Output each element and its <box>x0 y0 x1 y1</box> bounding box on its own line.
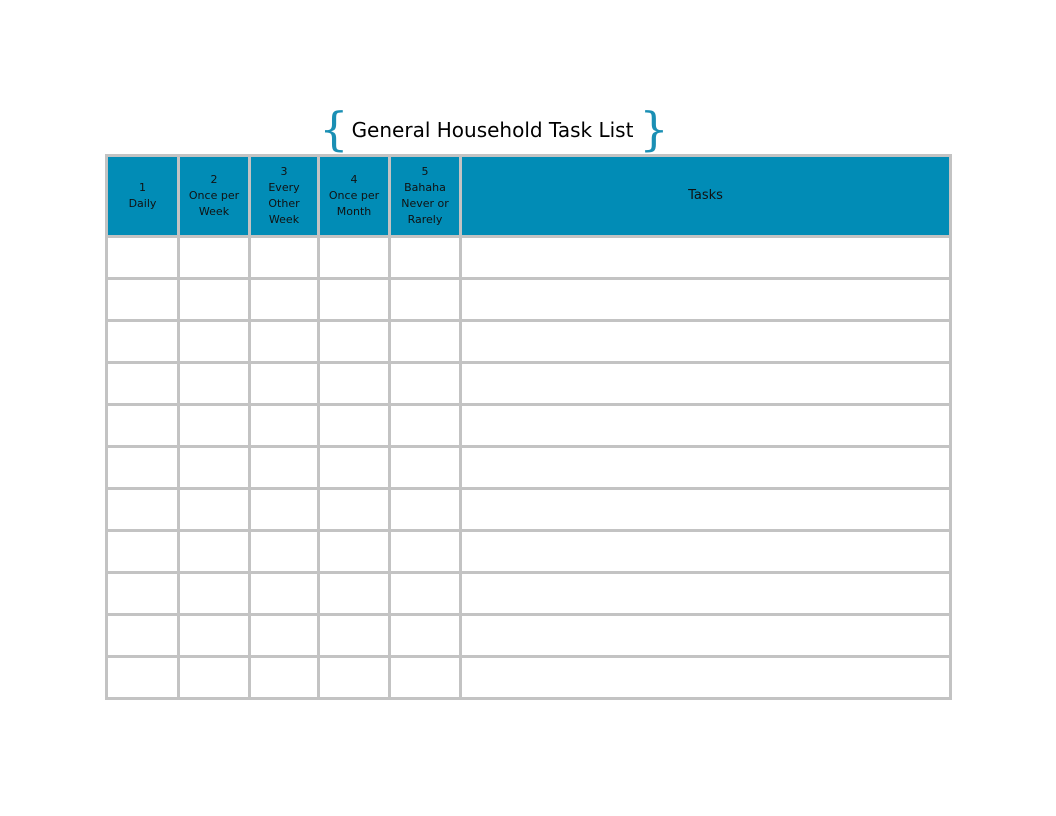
biweekly-cell[interactable] <box>250 489 319 531</box>
header-label: Daily <box>128 197 157 210</box>
biweekly-cell[interactable] <box>250 531 319 573</box>
header-label: Once per Week <box>188 189 240 218</box>
header-number: 2 <box>210 173 218 186</box>
monthly-cell[interactable] <box>319 573 390 615</box>
header-number: 3 <box>280 165 288 178</box>
weekly-cell[interactable] <box>179 321 250 363</box>
daily-cell[interactable] <box>107 573 179 615</box>
header-label: Every Other Week <box>268 181 300 226</box>
daily-cell[interactable] <box>107 321 179 363</box>
task-cell[interactable] <box>461 615 951 657</box>
rarely-cell[interactable] <box>390 237 461 279</box>
table-row <box>107 405 951 447</box>
monthly-cell[interactable] <box>319 657 390 699</box>
biweekly-cell[interactable] <box>250 615 319 657</box>
daily-cell[interactable] <box>107 279 179 321</box>
monthly-cell[interactable] <box>319 405 390 447</box>
task-cell[interactable] <box>461 363 951 405</box>
header-once-per-week <box>179 156 250 237</box>
task-cell[interactable] <box>461 489 951 531</box>
table-row <box>107 657 951 699</box>
rarely-cell[interactable] <box>390 447 461 489</box>
monthly-cell[interactable] <box>319 279 390 321</box>
header-number: 1 <box>139 181 146 194</box>
biweekly-cell[interactable] <box>250 237 319 279</box>
header-daily <box>107 156 179 237</box>
table-row <box>107 447 951 489</box>
header-tasks <box>461 156 951 237</box>
task-cell[interactable] <box>461 573 951 615</box>
title-area <box>0 104 1022 154</box>
table-row <box>107 489 951 531</box>
header-label: Once per Month <box>328 189 380 218</box>
task-cell[interactable] <box>461 405 951 447</box>
biweekly-cell[interactable] <box>250 363 319 405</box>
rarely-cell[interactable] <box>390 279 461 321</box>
daily-cell[interactable] <box>107 657 179 699</box>
table-row <box>107 363 951 405</box>
daily-cell[interactable] <box>107 237 179 279</box>
biweekly-cell[interactable] <box>250 573 319 615</box>
rarely-cell[interactable] <box>390 615 461 657</box>
table-row <box>107 237 951 279</box>
task-cell[interactable] <box>461 321 951 363</box>
weekly-cell[interactable] <box>179 531 250 573</box>
header-number: 5 <box>421 165 429 178</box>
biweekly-cell[interactable] <box>250 405 319 447</box>
daily-cell[interactable] <box>107 615 179 657</box>
daily-cell[interactable] <box>107 489 179 531</box>
header-once-per-month <box>319 156 390 237</box>
daily-cell[interactable] <box>107 531 179 573</box>
header-label: Bahaha Never or Rarely <box>401 181 449 226</box>
daily-cell[interactable] <box>107 447 179 489</box>
right-brace-decoration: } <box>639 102 669 156</box>
table-row <box>107 531 951 573</box>
table-row <box>107 279 951 321</box>
weekly-cell[interactable] <box>179 573 250 615</box>
task-cell[interactable] <box>461 447 951 489</box>
rarely-cell[interactable] <box>390 657 461 699</box>
task-cell[interactable] <box>461 657 951 699</box>
daily-cell[interactable] <box>107 363 179 405</box>
monthly-cell[interactable] <box>319 489 390 531</box>
left-brace-decoration: { <box>319 102 349 156</box>
header-label: Tasks <box>688 188 723 203</box>
monthly-cell[interactable] <box>319 237 390 279</box>
task-cell[interactable] <box>461 279 951 321</box>
header-every-other-week <box>250 156 319 237</box>
task-cell[interactable] <box>461 531 951 573</box>
task-table <box>105 154 952 700</box>
weekly-cell[interactable] <box>179 447 250 489</box>
weekly-cell[interactable] <box>179 615 250 657</box>
task-cell[interactable] <box>461 237 951 279</box>
weekly-cell[interactable] <box>179 405 250 447</box>
rarely-cell[interactable] <box>390 321 461 363</box>
biweekly-cell[interactable] <box>250 447 319 489</box>
rarely-cell[interactable] <box>390 363 461 405</box>
weekly-cell[interactable] <box>179 279 250 321</box>
daily-cell[interactable] <box>107 405 179 447</box>
header-never-or-rarely <box>390 156 461 237</box>
biweekly-cell[interactable] <box>250 279 319 321</box>
table-row <box>107 321 951 363</box>
weekly-cell[interactable] <box>179 363 250 405</box>
rarely-cell[interactable] <box>390 531 461 573</box>
monthly-cell[interactable] <box>319 363 390 405</box>
page-title: General Household Task List <box>351 118 634 142</box>
weekly-cell[interactable] <box>179 657 250 699</box>
rarely-cell[interactable] <box>390 489 461 531</box>
monthly-cell[interactable] <box>319 321 390 363</box>
monthly-cell[interactable] <box>319 447 390 489</box>
rarely-cell[interactable] <box>390 405 461 447</box>
weekly-cell[interactable] <box>179 489 250 531</box>
weekly-cell[interactable] <box>179 237 250 279</box>
monthly-cell[interactable] <box>319 531 390 573</box>
biweekly-cell[interactable] <box>250 321 319 363</box>
task-table-body <box>107 237 951 699</box>
rarely-cell[interactable] <box>390 573 461 615</box>
biweekly-cell[interactable] <box>250 657 319 699</box>
table-row <box>107 615 951 657</box>
table-row <box>107 573 951 615</box>
monthly-cell[interactable] <box>319 615 390 657</box>
header-number: 4 <box>350 173 358 186</box>
header-row <box>107 156 951 237</box>
